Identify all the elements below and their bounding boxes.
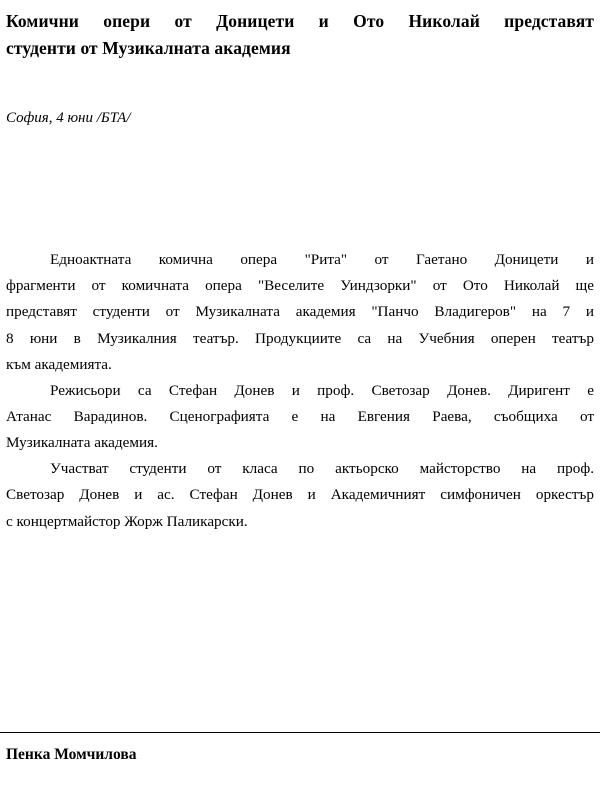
paragraph-line: Едноактната комична опера "Рита" от Гаетано Доницети и bbox=[50, 251, 594, 269]
paragraph bbox=[6, 456, 594, 534]
article-body bbox=[6, 129, 594, 535]
dateline: София, 4 юни /БТА/ bbox=[6, 110, 131, 127]
page-title bbox=[6, 0, 594, 61]
paragraph-line: Светозар Донев и ас. Стефан Донев и Академичният симфоничен оркестър bbox=[6, 486, 594, 504]
paragraph-line: фрагменти от комичната опера "Веселите Уиндзорки" от Ото Николай ще bbox=[6, 277, 594, 295]
footer-divider bbox=[0, 732, 600, 733]
paragraph-line: Музикалната академия. bbox=[6, 434, 158, 452]
paragraph-line: Участват студенти от класа по актьорско майсторство на проф. bbox=[50, 460, 594, 478]
paragraph bbox=[6, 378, 594, 456]
paragraph-line: Режисьори са Стефан Донев и проф. Светозар Донев. Диригент е bbox=[50, 381, 594, 399]
headline-line: студенти от Музикалната академия bbox=[6, 37, 291, 58]
paragraph-line: представят студенти от Музикалната академия "Панчо Владигеров" на 7 и bbox=[6, 303, 594, 321]
paragraph-line: Атанас Варадинов. Сценографията е на Евгения Раева, съобщиха от bbox=[6, 408, 594, 426]
paragraph-line: с концертмайстор Жорж Паликарски. bbox=[6, 512, 248, 530]
headline-line: Комични опери от Доницети и Ото Николай представят bbox=[6, 11, 594, 31]
paragraph-line: 8 юни в Музикалния театър. Продукциите са на Учебния оперен театър bbox=[6, 329, 594, 347]
footer-author: Пенка Момчилова bbox=[6, 746, 137, 763]
paragraph bbox=[6, 247, 594, 378]
paragraph-line: към академията. bbox=[6, 355, 112, 373]
